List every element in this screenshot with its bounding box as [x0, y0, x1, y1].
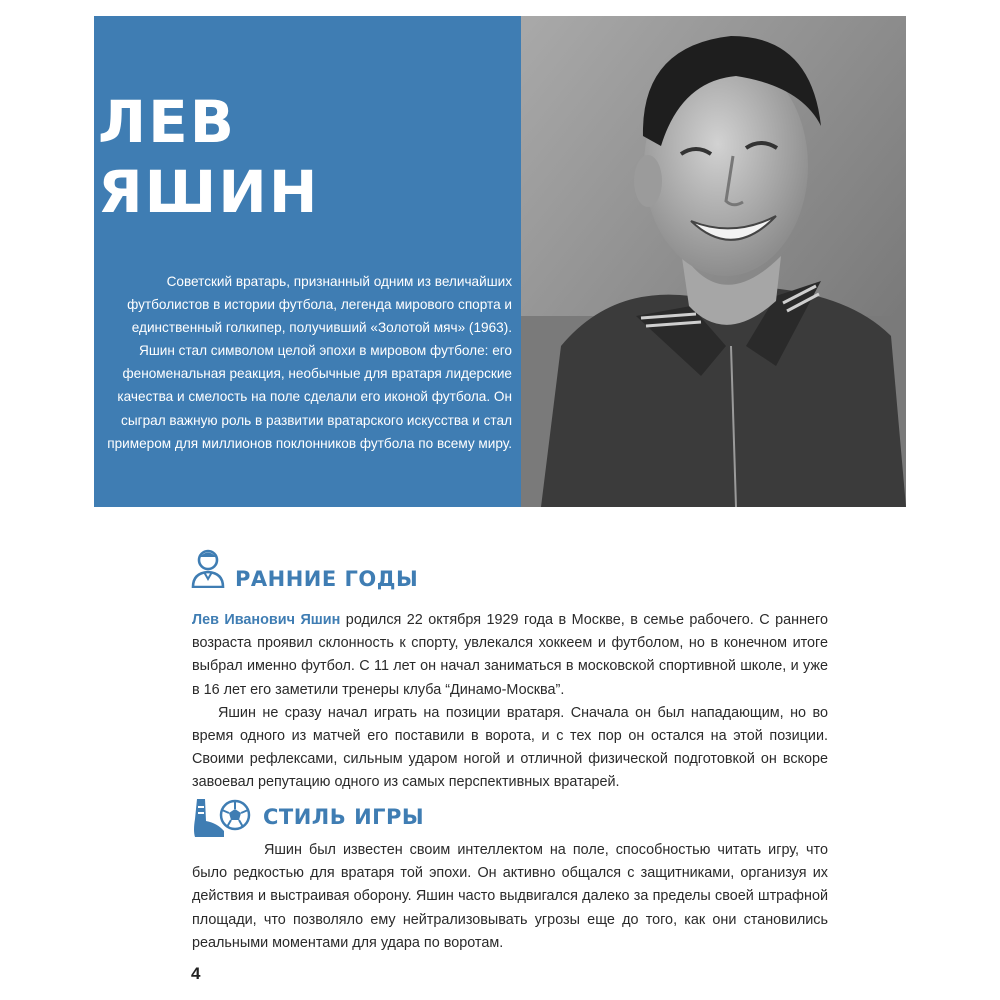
page-title	[98, 87, 319, 227]
player-portrait-icon	[191, 548, 225, 588]
early-years-paragraph-2-text: Яшин не сразу начал играть на позиции вратаря. Сначала он был нападающим, но во время одного из матчей его поставили в ворота, и с тех пор он остался на этой позиции. Своими рефлексами, сильным ударом ногой и отличной физической подготовкой он вскоре завоевал репутацию одного из самых перспективных вратарей.	[192, 704, 828, 791]
early-years-text	[192, 609, 828, 795]
intro-paragraph: Советский вратарь, признанный одним из величайших футболистов в истории футбола, легенда мирового спорта и единственный голкипер, получивший «Золотой мяч» (1963). Яшин стал символом целой эпохи в мировом футболе: его феноменальная реакция, необычные для вратаря лидерские качества и смелость на поле сделали его иконой футбола. Он сыграл важную роль в развитии вратарского искусства и стал примером для миллионов поклонников футбола по всему миру.	[107, 274, 512, 451]
early-years-paragraph-1-text: родился 22 октября 1929 года в Москве, в семье рабочего. С раннего возраста проявил склонность к спорту, увлекался хоккеем и футболом, но в конечном итоге выбрал именно футбол. С 11 лет он начал заниматься в московской спортивной школе, и уже в 16 лет его заметили тренеры клуба “Динамо-Москва”.	[192, 612, 828, 698]
play-style-heading: СТИЛЬ ИГРЫ	[263, 805, 425, 829]
person-name: Лев Иванович Яшин	[192, 612, 341, 628]
title-first-name: ЛЕВ	[98, 88, 237, 156]
early-years-paragraph-2	[192, 702, 828, 795]
page-number: 4	[191, 964, 201, 983]
early-years-paragraph-1	[192, 609, 828, 702]
portrait-photo	[521, 16, 906, 507]
early-years-heading: РАННИЕ ГОДЫ	[235, 567, 419, 591]
play-style-paragraph	[192, 839, 828, 955]
play-style-text	[192, 839, 828, 955]
play-style-paragraph-text: Яшин был известен своим интеллектом на поле, способностью читать игру, что было редкостью для вратаря той эпохи. Он активно общался с защитниками, организуя их действия и выстраивая оборону. Яшин часто выдвигался далеко за пределы своей штрафной площади, что позволяло ему нейтрализовывать угрозы еще до того, как они становились реальными моментами для удара по воротам.	[192, 842, 828, 951]
title-last-name: ЯШИН	[98, 158, 320, 226]
boot-and-ball-icon	[191, 797, 251, 839]
